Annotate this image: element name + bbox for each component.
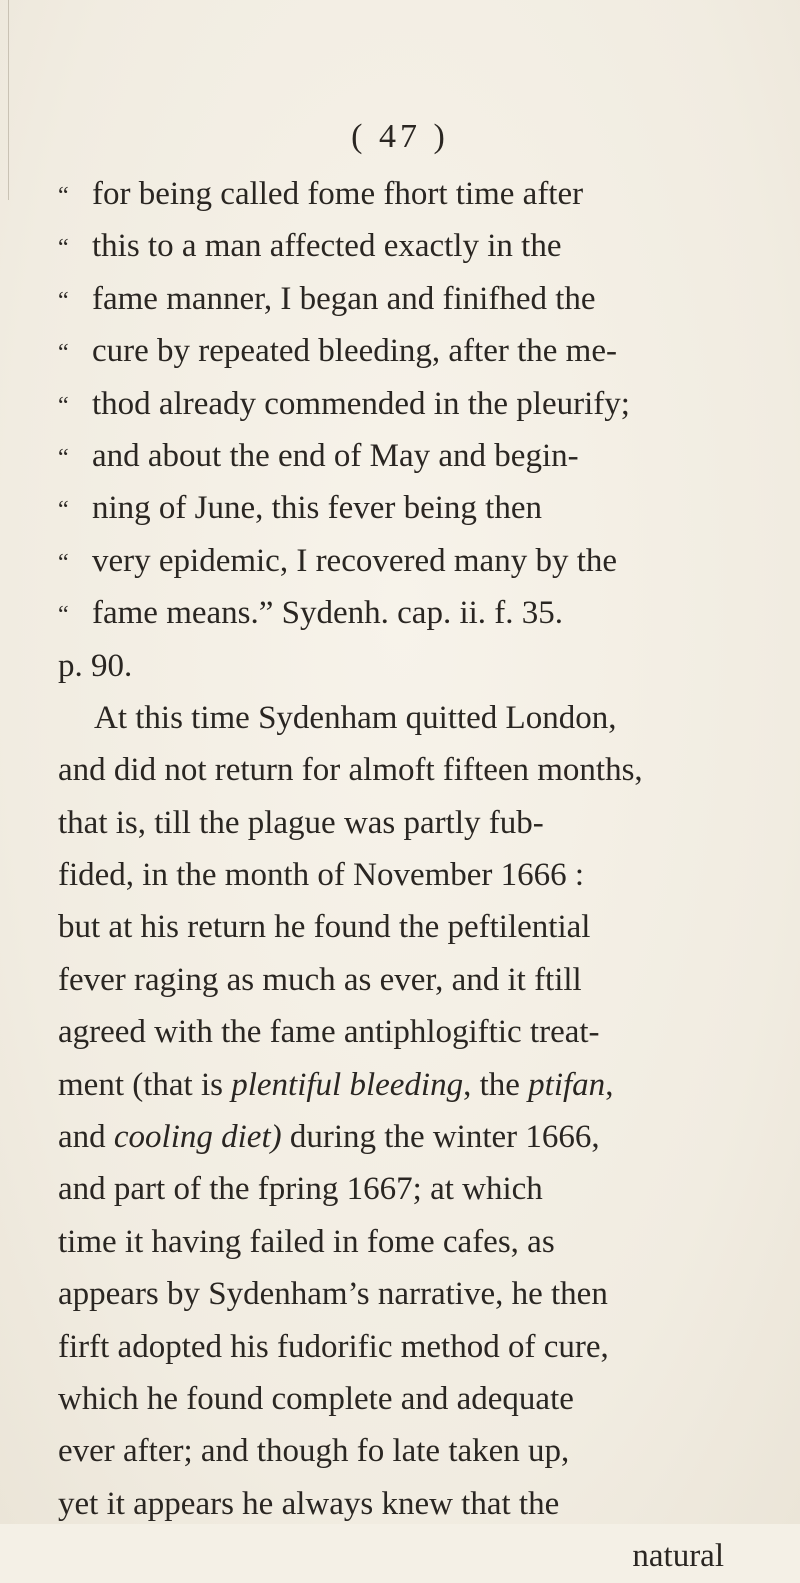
quote-mark: “	[58, 602, 69, 629]
paragraph-line: ever after; and though fo late taken up,	[58, 1433, 570, 1470]
quoted-line: “ thod already commended in the pleurify;	[58, 378, 724, 430]
paragraph-line: At this time Sydenham quitted London,	[94, 699, 617, 736]
paragraph-line-italic: ment (that is plentiful bleeding , the ptifan ,	[58, 1059, 724, 1111]
paragraph-line-italic: and cooling diet) during the winter 1666,	[58, 1111, 724, 1163]
quoted-line: “ for being called fome fhort time after	[58, 168, 724, 220]
quote-mark: “	[58, 549, 69, 576]
paragraph-line: yet it appears he always knew that the	[58, 1485, 560, 1522]
quoted-line: “ ning of June, this fever being then	[58, 482, 724, 534]
paragraph-line: appears by Sydenham’s narrative, he then	[58, 1276, 608, 1313]
quote-mark: “	[58, 444, 69, 471]
citation-line: p. 90.	[58, 647, 133, 684]
paragraph-line: and part of the fpring 1667; at which	[58, 1171, 543, 1208]
italic-phrase: plentiful bleeding	[231, 1066, 464, 1103]
quoted-line: “ fame manner, I began and finifhed the	[58, 273, 724, 325]
paragraph-line: firft adopted his fudorific method of cure,	[58, 1328, 609, 1365]
quote-mark: “	[58, 392, 69, 419]
page-number: ( 47 )	[351, 118, 449, 155]
quoted-line: “ cure by repeated bleeding, after the me-	[58, 325, 724, 377]
italic-phrase: ptifan	[528, 1066, 606, 1103]
paragraph-line: which he found complete and adequate	[58, 1380, 574, 1417]
paragraph-line: but at his return he found the peftilential	[58, 909, 591, 946]
quote-mark: “	[58, 235, 69, 262]
quote-mark: “	[58, 340, 69, 367]
quoted-line: “ and about the end of May and begin-	[58, 430, 724, 482]
italic-phrase: cooling diet)	[113, 1119, 282, 1156]
paragraph-line: and did not return for almoft fifteen months,	[58, 752, 643, 789]
quoted-line: “ fame means.” Sydenh. cap. ii. f. 35.	[58, 587, 724, 639]
paragraph-line: fever raging as much as ever, and it ftill	[58, 961, 582, 998]
quoted-line: “ this to a man affected exactly in the	[58, 220, 724, 272]
paragraph-line: that is, till the plague was partly fub-	[58, 804, 544, 841]
quote-mark: “	[58, 183, 69, 209]
page-edge	[0, 0, 9, 200]
quote-mark: “	[58, 497, 69, 524]
catchword: natural	[632, 1538, 724, 1575]
body-text	[58, 168, 724, 1583]
paragraph-line: time it having failed in fome cafes, as	[58, 1223, 555, 1260]
paragraph-line: fided, in the month of November 1666 :	[58, 857, 585, 894]
quote-mark: “	[58, 287, 69, 314]
quoted-line: “ very epidemic, I recovered many by the	[58, 535, 724, 587]
paragraph-line: agreed with the fame antiphlogiftic treat-	[58, 1014, 600, 1051]
